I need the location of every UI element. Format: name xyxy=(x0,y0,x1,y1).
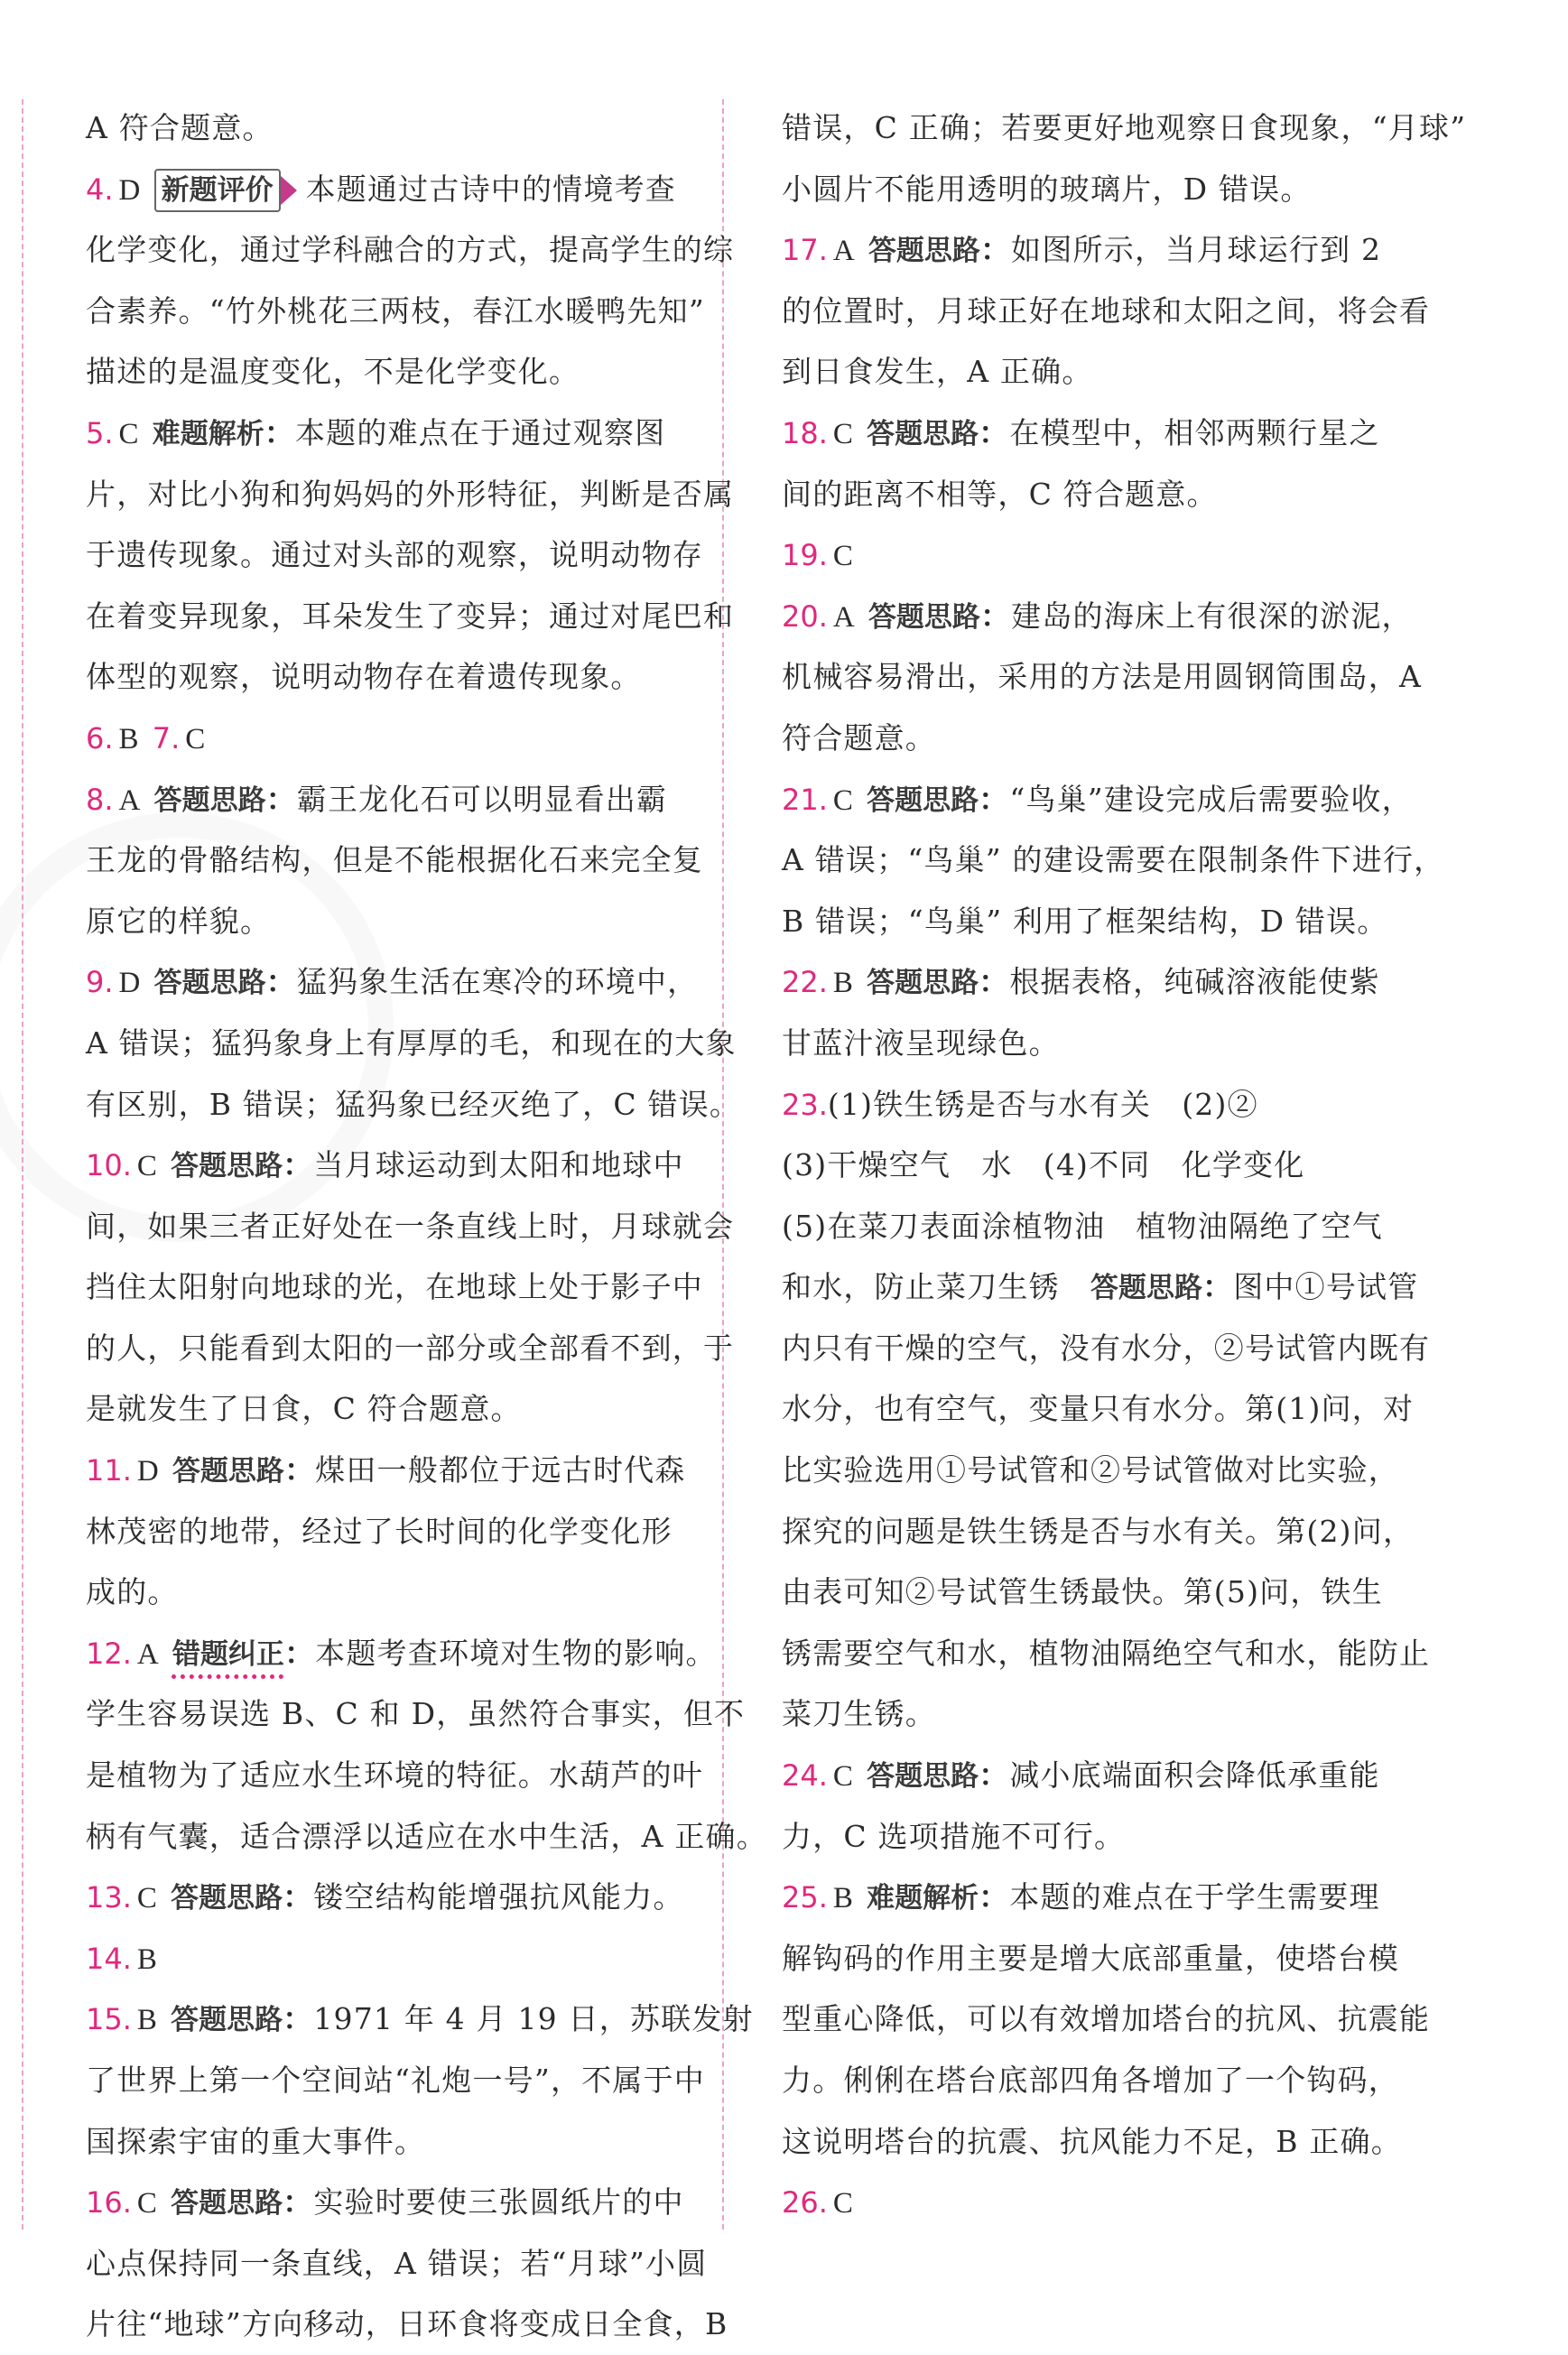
line-text: 减小底端面积会降低承重能 xyxy=(1009,1757,1380,1794)
text-line xyxy=(782,464,1403,525)
line-text: 根据表格，纯碱溶液能使紫 xyxy=(1009,964,1380,1000)
tag-colon: ： xyxy=(283,1635,316,1671)
text-line xyxy=(86,708,700,769)
question-number: 14. xyxy=(86,1941,132,1976)
question-number: 13. xyxy=(86,1880,132,1915)
answer-letter: C xyxy=(832,783,855,817)
line-text: 建岛的海床上有很深的淤泥， xyxy=(1011,598,1413,634)
line-text: 和水，防止菜刀生锈 xyxy=(782,1269,1060,1305)
answer-letter: C xyxy=(832,1760,855,1794)
text-line xyxy=(782,1013,1403,1074)
text-line xyxy=(86,646,700,708)
section-tag: 答题思路 xyxy=(172,1455,284,1488)
line-text: 在着变异现象，耳朵发生了变异；通过对尾巴和 xyxy=(86,598,735,634)
text-line xyxy=(86,1562,700,1623)
answer-letter: A xyxy=(136,1637,160,1671)
question-number: 24. xyxy=(782,1758,828,1794)
tag-colon: ： xyxy=(979,1879,1010,1915)
line-text: 比实验选用①号试管和②号试管做对比实验， xyxy=(782,1452,1399,1488)
section-tag: 答题思路 xyxy=(171,2187,283,2221)
text-line xyxy=(782,951,1403,1013)
answer-letter: C xyxy=(832,540,855,573)
answer-letter: B xyxy=(136,2004,159,2037)
line-text: 描述的是温度变化，不是化学变化。 xyxy=(86,354,580,390)
text-line xyxy=(782,97,1467,159)
text-line xyxy=(782,219,1403,281)
line-text: 本题通过古诗中的情境考查 xyxy=(305,171,676,207)
text-line xyxy=(86,403,700,464)
line-text: 林茂密的地带，经过了长时间的化学变化形 xyxy=(86,1513,673,1549)
line-text: (5)在菜刀表面涂植物油 植物油隔绝了空气 xyxy=(782,1208,1383,1244)
line-text: 王龙的骨骼结构，但是不能根据化石来完全复 xyxy=(86,842,703,878)
text-line xyxy=(86,891,700,952)
section-tag: 难题解析 xyxy=(152,417,264,450)
text-line xyxy=(86,1013,737,1074)
text-line xyxy=(782,1683,1403,1745)
answer-letter: C xyxy=(832,417,855,450)
text-line xyxy=(782,586,1413,647)
answer-letter: C xyxy=(118,417,140,450)
line-text: 如图所示，当月球运行到 2 xyxy=(1011,232,1382,268)
text-line xyxy=(86,1989,754,2050)
line-text: 柄有气囊，适合漂浮以适应在水中生活，A 正确。 xyxy=(86,1818,767,1854)
new-question-review-tag xyxy=(154,169,281,212)
line-text: 解钩码的作用主要是增大底部重量，使塔台模 xyxy=(782,1940,1399,1976)
line-text: 型重心降低，可以有效增加塔台的抗风、抗震能 xyxy=(782,2001,1431,2037)
text-line xyxy=(782,524,1403,586)
question-number: 23. xyxy=(782,1087,828,1122)
line-text: 符合题意。 xyxy=(782,719,936,756)
text-line xyxy=(782,341,1403,403)
answer-letter: D xyxy=(136,1455,160,1488)
text-line xyxy=(782,1135,1403,1196)
line-text: 猛犸象生活在寒冷的环境中， xyxy=(296,964,699,1000)
line-text: 间的距离不相等，C 符合题意。 xyxy=(782,476,1218,512)
text-line xyxy=(86,1318,735,1379)
line-text: A 错误；猛犸象身上有厚厚的毛，和现在的大象 xyxy=(86,1025,737,1061)
line-text: 本题的难点在于通过观察图 xyxy=(294,414,666,450)
left-column xyxy=(86,97,767,2355)
question-number: 25. xyxy=(782,1880,828,1915)
line-text: A 错误；“鸟巢” 的建设需要在限制条件下进行， xyxy=(782,842,1445,878)
section-tag: 答题思路 xyxy=(868,600,980,634)
text-line xyxy=(86,1745,703,1806)
text-line xyxy=(86,1074,741,1136)
answer-letter: B xyxy=(832,1882,855,1915)
tag-colon: ： xyxy=(283,1147,314,1183)
text-line xyxy=(86,830,703,891)
text-line xyxy=(86,586,735,647)
line-text: 成的。 xyxy=(86,1574,179,1610)
text-line xyxy=(782,1928,1403,1989)
line-text: 镂空结构能增强抗风能力。 xyxy=(313,1879,684,1915)
text-line xyxy=(782,1867,1403,1928)
line-text: 的位置时，月球正好在地球和太阳之间，将会看 xyxy=(782,292,1431,329)
line-text: 小圆片不能用透明的玻璃片，D 错误。 xyxy=(782,171,1312,207)
question-number: 9. xyxy=(86,965,114,1000)
line-text: 菜刀生锈。 xyxy=(782,1696,936,1732)
question-number: 16. xyxy=(86,2185,132,2221)
text-line xyxy=(86,1623,717,1684)
text-line xyxy=(782,1989,1431,2050)
text-line xyxy=(782,1256,1419,1318)
section-tag: 答题思路 xyxy=(868,235,980,268)
text-line xyxy=(86,1501,700,1562)
line-text: 力，C 选项措施不可行。 xyxy=(782,1818,1126,1854)
section-tag: 答题思路 xyxy=(867,783,979,817)
line-text: 本题考查环境对生物的影响。 xyxy=(315,1635,717,1671)
line-text: (1)铁生锈是否与水有关 (2)② xyxy=(827,1086,1258,1122)
text-line xyxy=(782,1440,1403,1501)
tag-colon: ： xyxy=(979,1757,1010,1794)
line-text: 片往“地球”方向移动，日环食将变成日全食，B xyxy=(86,2306,728,2342)
text-line xyxy=(782,1501,1415,1562)
line-text: B 错误；“鸟巢” 利用了框架结构，D 错误。 xyxy=(782,903,1388,939)
section-tag: 答题思路 xyxy=(171,2004,283,2037)
section-tag: 答题思路 xyxy=(153,783,266,817)
line-text: 力。俐俐在塔台底部四角各增加了一个钩码， xyxy=(782,2063,1399,2098)
line-text: 合素养。“竹外桃花三两枝，春江水暖鸭先知” xyxy=(86,292,705,329)
question-number: 6. xyxy=(86,720,114,756)
tag-colon: ： xyxy=(283,2184,314,2221)
line-text: 于遗传现象。通过对头部的观察，说明动物存 xyxy=(86,537,703,573)
line-text: 是就发生了日食，C 符合题意。 xyxy=(86,1391,522,1427)
answer-letter: B xyxy=(118,722,140,756)
line-text: 内只有干燥的空气，没有水分，②号试管内既有 xyxy=(782,1330,1431,1366)
line-text: 水分，也有空气，变量只有水分。第(1)问，对 xyxy=(782,1391,1415,1427)
text-line xyxy=(86,219,735,281)
line-text: 了世界上第一个空间站“礼炮一号”，不属于中 xyxy=(86,2063,705,2098)
column-divider xyxy=(722,99,724,2230)
answer-letter: B xyxy=(136,1942,159,1976)
answer-letter: A xyxy=(118,783,142,817)
tag-colon: ： xyxy=(283,1452,316,1488)
answer-letter: C xyxy=(136,1882,159,1915)
question-number: 7. xyxy=(152,720,181,756)
question-number: 11. xyxy=(86,1453,132,1488)
line-text: 当月球运动到太阳和地球中 xyxy=(313,1147,684,1183)
text-line xyxy=(782,769,1413,830)
line-text: 甘蓝汁液呈现绿色。 xyxy=(782,1025,1060,1061)
question-number: 21. xyxy=(782,782,828,817)
line-text: 图中①号试管 xyxy=(1233,1269,1419,1305)
text-line xyxy=(86,2294,728,2355)
text-line xyxy=(86,1928,700,1989)
line-text: 实验时要使三张圆纸片的中 xyxy=(313,2184,684,2221)
line-text: 到日食发生，A 正确。 xyxy=(782,354,1093,390)
question-number: 26. xyxy=(782,2185,828,2221)
text-line xyxy=(86,2233,708,2295)
text-line xyxy=(86,1135,700,1196)
tag-colon: ： xyxy=(265,781,297,817)
question-number: 12. xyxy=(86,1636,132,1671)
answer-letter: D xyxy=(118,967,142,1000)
section-tag: 答题思路 xyxy=(171,1882,283,1915)
text-line xyxy=(86,1378,700,1440)
text-line xyxy=(86,951,700,1013)
tag-colon: ： xyxy=(979,964,1010,1000)
text-line xyxy=(86,1806,767,1868)
text-line xyxy=(782,1196,1403,1257)
line-text: 有区别，B 错误；猛犸象已经灭绝了，C 错误。 xyxy=(86,1086,741,1122)
tag-colon: ： xyxy=(283,2001,314,2037)
line-text: 是植物为了适应水生环境的特征。水葫芦的叶 xyxy=(86,1757,703,1794)
text-line xyxy=(782,891,1403,952)
text-line xyxy=(86,2172,700,2233)
text-line xyxy=(782,1562,1403,1623)
text-line xyxy=(86,464,735,525)
line-text: 的人，只能看到太阳的一部分或全部看不到，于 xyxy=(86,1330,735,1366)
answer-letter: C xyxy=(136,2187,159,2221)
question-number: 22. xyxy=(782,965,828,1000)
line-text: 挡住太阳射向地球的光，在地球上处于影子中 xyxy=(86,1269,703,1305)
question-number: 5. xyxy=(86,415,114,450)
text-line xyxy=(86,2111,700,2173)
answer-letter: D xyxy=(118,173,142,207)
tag-arrow-icon xyxy=(281,176,297,205)
line-text: 这说明塔台的抗震、抗风能力不足，B 正确。 xyxy=(782,2123,1402,2159)
text-line xyxy=(782,1378,1415,1440)
question-number: 15. xyxy=(86,2002,132,2037)
text-line xyxy=(782,2111,1403,2173)
answer-letter: B xyxy=(832,967,855,1000)
line-text: 原它的样貌。 xyxy=(86,903,272,939)
text-line xyxy=(782,830,1445,891)
section-tag: 答题思路 xyxy=(1090,1272,1203,1305)
line-text: “鸟巢”建设完成后需要验收， xyxy=(1009,781,1413,817)
line-text: 机械容易滑出，采用的方法是用圆钢筒围岛，A xyxy=(782,659,1423,695)
line-text: 1971 年 4 月 19 日，苏联发射 xyxy=(313,2001,754,2037)
section-tag: 答题思路 xyxy=(867,417,979,450)
text-line xyxy=(86,159,700,220)
question-number: 17. xyxy=(782,233,828,268)
text-line xyxy=(782,1745,1403,1806)
tag-colon: ： xyxy=(264,414,295,450)
text-line xyxy=(86,1683,746,1745)
text-line xyxy=(782,2172,1403,2233)
text-line xyxy=(86,524,703,586)
section-tag: 答题思路 xyxy=(867,967,979,1000)
line-text: 霸王龙化石可以明显看出霸 xyxy=(296,781,668,817)
section-tag: 错题纠正 xyxy=(172,1637,284,1671)
line-text: 心点保持同一条直线，A 错误；若“月球”小圆 xyxy=(86,2245,708,2281)
text-line xyxy=(86,97,700,159)
answer-letter: C xyxy=(832,2187,855,2221)
line-text: 在模型中，相邻两颗行星之 xyxy=(1009,414,1380,450)
question-number: 4. xyxy=(86,172,114,207)
tag-colon: ： xyxy=(979,232,1012,268)
question-number: 10. xyxy=(86,1148,132,1183)
answer-letter: C xyxy=(136,1150,159,1183)
answer-letter: A xyxy=(832,235,856,268)
line-text: 煤田一般都位于远古时代森 xyxy=(315,1452,686,1488)
line-text: 锈需要空气和水，植物油隔绝空气和水，能防止 xyxy=(782,1635,1431,1671)
text-line xyxy=(86,1196,735,1257)
line-text: (3)干燥空气 水 (4)不同 化学变化 xyxy=(782,1147,1305,1183)
line-text: 国探索宇宙的重大事件。 xyxy=(86,2123,426,2159)
question-number: 20. xyxy=(782,598,828,634)
text-line xyxy=(86,1440,700,1501)
text-line xyxy=(86,1867,700,1928)
text-line xyxy=(782,159,1403,220)
text-line xyxy=(782,646,1423,708)
question-number: 8. xyxy=(86,782,114,817)
section-tag: 答题思路 xyxy=(867,1760,979,1794)
section-tag: 答题思路 xyxy=(153,967,266,1000)
tag-colon: ： xyxy=(979,781,1010,817)
text-line xyxy=(86,281,705,342)
text-line xyxy=(782,1074,1403,1136)
line-text: 探究的问题是铁生锈是否与水有关。第(2)问， xyxy=(782,1513,1415,1549)
text-line xyxy=(782,708,1403,769)
tag-colon: ： xyxy=(265,964,297,1000)
text-line xyxy=(782,1806,1403,1868)
tag-colon: ： xyxy=(979,414,1010,450)
text-line xyxy=(782,1623,1431,1684)
line-text: 错误，C 正确；若要更好地观察日食现象，“月球” xyxy=(782,110,1467,145)
answer-letter: A xyxy=(832,600,856,634)
line-text: 化学变化，通过学科融合的方式，提高学生的综 xyxy=(86,232,735,268)
line-text: 学生容易误选 B、C 和 D，虽然符合事实，但不 xyxy=(86,1696,746,1732)
section-tag: 答题思路 xyxy=(171,1150,283,1183)
section-tag: 难题解析 xyxy=(867,1882,979,1915)
line-text: 由表可知②号试管生锈最快。第(5)问，铁生 xyxy=(782,1574,1383,1610)
text-line xyxy=(782,281,1431,342)
line-text: 间，如果三者正好处在一条直线上时，月球就会 xyxy=(86,1208,735,1244)
question-number: 19. xyxy=(782,538,828,573)
text-line xyxy=(782,2050,1403,2111)
line-text: A 符合题意。 xyxy=(86,110,274,145)
answer-letter: C xyxy=(185,722,207,756)
line-text: 本题的难点在于学生需要理 xyxy=(1009,1879,1380,1915)
text-line xyxy=(86,2050,705,2111)
line-text: 体型的观察，说明动物存在着遗传现象。 xyxy=(86,659,642,695)
right-column xyxy=(782,97,1467,2233)
text-line xyxy=(86,341,700,403)
text-line xyxy=(86,1256,703,1318)
text-line xyxy=(782,1318,1431,1379)
question-number: 18. xyxy=(782,415,828,450)
tag-colon: ： xyxy=(1202,1269,1234,1305)
tag-colon: ： xyxy=(979,598,1012,634)
line-text: 片，对比小狗和狗妈妈的外形特征，判断是否属 xyxy=(86,476,735,512)
left-margin-line xyxy=(22,99,23,2230)
tag-label: 新题评价 xyxy=(161,173,274,207)
text-line xyxy=(86,769,700,830)
tag-colon: ： xyxy=(283,1879,314,1915)
text-line xyxy=(782,403,1403,464)
